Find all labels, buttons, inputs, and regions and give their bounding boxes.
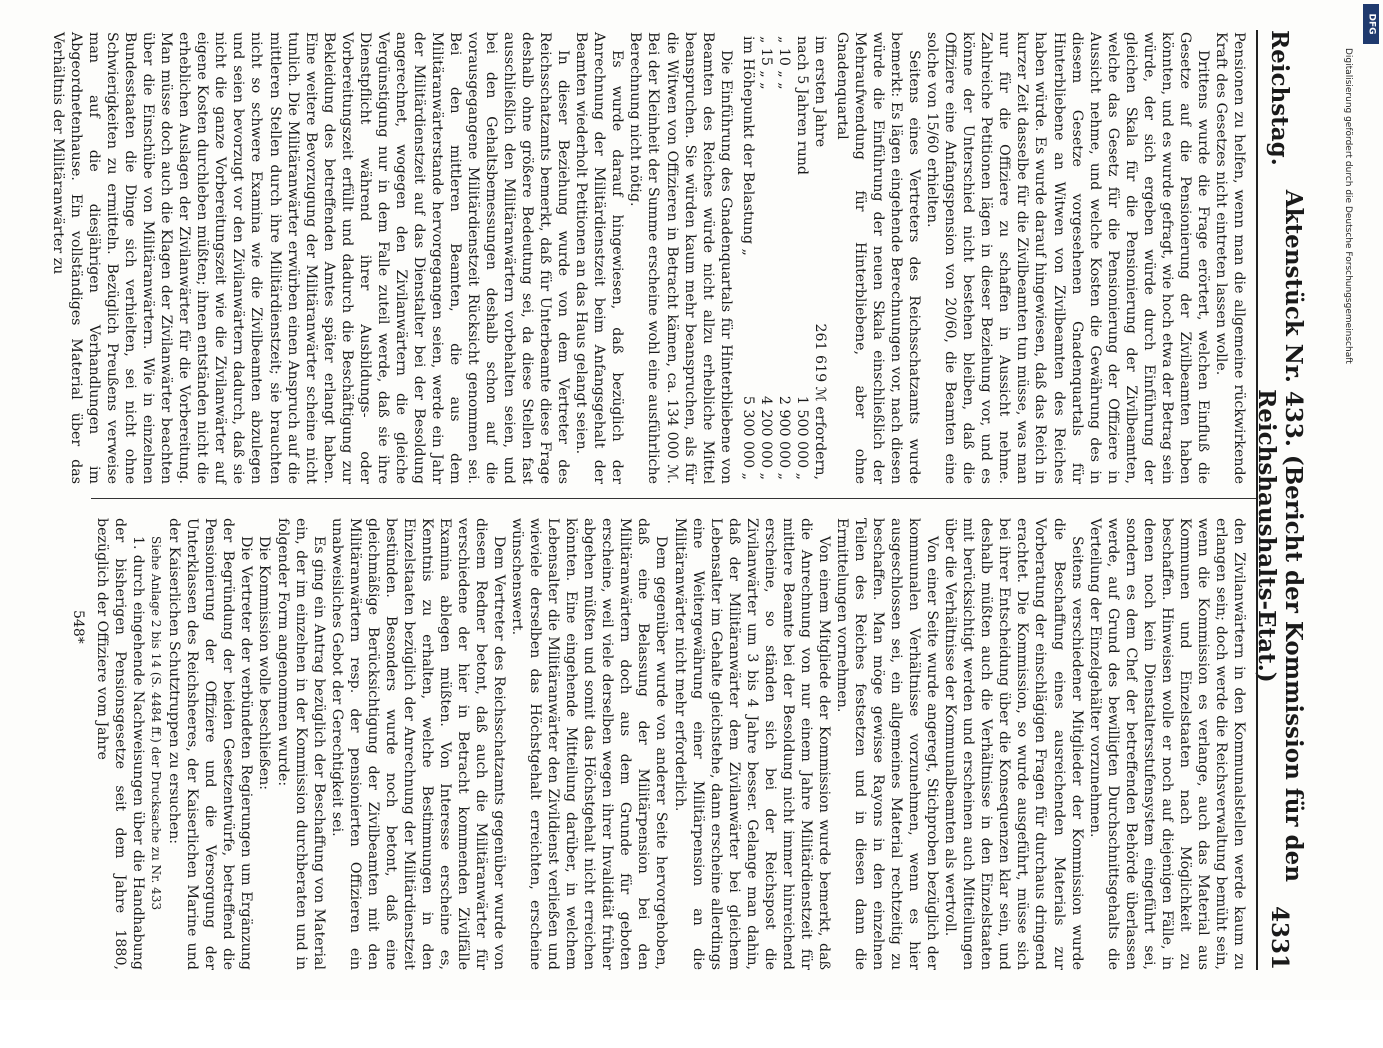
table-row <box>757 32 775 484</box>
paragraph: In dieser Beziehung wurde von dem Vertreter des Reichsschatzamts bemerkt, daß für Unterbeamte diese Frage deshalb ohne größere Bedeutung sei, da diese Stellen fast ausschließlich den Militäranwärtern vorbehalten seien, und bei den Gehaltsbemessungen deshalb schon auf die vorausgegangene Militärdienstzeit Rücksicht genommen sei. Bei den mittleren Beamten, die aus dem Militäranwärterstande hervorgegangen seien, werde ein Jahr der Militärdienstzeit auf das Dienstalter bei der Besoldung angerechnet, wogegen den Zivilanwärtern die gleiche Vergünstigung nur in dem Falle zuteil werde, daß sie ihre Dienstpflicht während ihrer Ausbildungs- oder Vorbereitungszeit erfüllt und dadurch die Beschäftigung zur Bekleidung des betreffenden Amtes später erlangt haben. Eine weitere Bevorzugung der Militäranwärter scheine nicht tunlich. Die Militäranwärter erwürben einen Anspruch auf die mittleren Stellen durch ihre Militärdienstzeit; sie brauchten nicht so schwere Examina wie die Zivilbeamten abzulegen und seien bevorzugt vor den Zivilanwärtern dadurch, daß sie nicht die ganze Vorbereitungszeit wie die Zivilanwärter auf eigene Kosten durchleben müßten; ihnen entständen nicht die erheblichen Auslagen der Zivilanwärter für die Vorbereitung. Man müsse doch auch die Klagen der Zivilanwärter beachten über die Einschübe von Militäranwärtern. Wie in einzelnen Bundesstaaten die Dinge sich verhielten, sei nicht ohne Schwierigkeiten zu ermitteln. Bezüglich Preußens verweise man auf die diesjährigen Verhandlungen im Abgeordnetenhause. Ein vollständiges Material über das Verhältnis der Militäranwärter zu <box>49 32 572 484</box>
paragraph: den Zivilanwärtern in den Kommunalstellen werde kaum zu erlangen sein; doch werde die Reichsverwaltung bemüht sein, wenn die Kommission es verlange, auch das Material aus Kommunen und Einzelstaaten nach Möglichkeit zu beschaffen. Hinweisen wolle er noch auf diejenigen Fälle, in denen noch kein Dienstaltersstufensystem eingeführt sei, sondern es dem Chef der betreffenden Behörde überlassen werde, auf Grund des bewilligten Durchschnittsgehalts die Verteilung der Einzelgehälter vorzunehmen. <box>1086 518 1247 970</box>
signature-mark: 548* <box>70 610 86 644</box>
table-label: „ 15 „ „ <box>757 36 774 90</box>
paragraph: Es ging ein Antrag bezüglich der Beschaffung von Material ein, der im einzelnen in der Kommission durchberaten und in folgender Form angenommen wurde: <box>274 518 327 970</box>
table-value: 5 300 000 „ <box>739 395 756 480</box>
table-row <box>739 32 757 484</box>
table-value: 4 200 000 „ <box>757 395 774 480</box>
table-row <box>775 32 793 484</box>
list-item: 1. durch eingehende Nachweisungen über die Handhabung der bisherigen Pensionsgesetze seit dem Jahre 1880, bezüglich der Offiziere vom Jahre <box>94 518 147 970</box>
header-title: Aktenstück Nr. 433. (Bericht der Kommission für den Reichshaushalts-Etat.) <box>1253 189 1307 882</box>
paragraph: Dem gegenüber wurde von anderer Seite hervorgehoben, daß eine Belassung der Militärpension bei den Militäranwärtern doch aus dem Grunde für geboten erscheine, weil viele derselben wegen ihrer Invalidität früher abgehen müßten und somit das Höchstgehalt nicht erreichen könnten. Eine eingehende Mitteilung darüber, in welchem Lebensalter die Militäranwärter den Zivildienst verließen und wieviele derselben das Höchstgehalt erreichten, erscheine wünschenswert. <box>509 518 670 970</box>
table-value: 1 500 000 „ <box>793 395 810 480</box>
paragraph: Drittens wurde die Frage erörtert, welchen Einfluß die Gesetze auf die Pensionierung der Zivilbeamten haben könnten, und es wurde gefragt, wie hoch etwa der Betrag sein würde, der sich ergeben würde durch Einführung der gleichen Skala für die Pensionierung der Zivilbeamten, welche das Gesetz für die Pensionierung der Offiziere in Aussicht nehme, und welche Kosten die Gewährung des in diesem Gesetze vorgesehenen Gnadenquartals für Hinterbliebene an Witwen von Zivilbeamten des Reiches haben würde. Es wurde darauf hingewiesen, daß das Reich in kurzer Zeit dasselbe für die Zivilbeamten tun müsse, was man nur für die Offiziere zu schaffen in Aussicht nehme. Zahlreiche Petitionen lägen in dieser Beziehung vor, und es könne der Unterschied nicht bestehen bleiben, daß die Offiziere eine Anfangspension von 20/60, die Beamten eine solche von 15/60 erhielten. <box>924 32 1211 484</box>
column-separator <box>91 498 1256 499</box>
paragraph: Von einem Mitgliede der Kommission wurde bemerkt, daß die Anrechnung von nur einem Jahre Militärdienstzeit für mittlere Beamte bei der Besoldung nicht immer hinreichend erscheine, so ständen sich bei der Reichspost die Zivilanwärter um 3 bis 4 Jahre besser. Gelange man dahin, daß der Militäranwärter dem Zivilanwärter bei gleichem Lebensalter im Gehalte gleichstehe, dann erscheine allerdings eine Weitergewährung einer Militärpension an die Militäranwärter nicht mehr erforderlich. <box>671 518 832 970</box>
paragraph: Seitens verschiedener Mitglieder der Kommission wurde die Beschaffung eines ausreichenden Materials zur Vorberatung der einschlägigen Fragen für durchaus dringend erachtet. Die Kommission, so wurde ausgeführt, müsse sich bei ihrer Entscheidung über die Konsequenzen klar sein, und deshalb müßten auch die Verhältnisse in den Einzelstaaten mit berücksichtigt werden und erscheinen auch Mitteilungen über die Verhältnisse der Kommunalbeamten als wertvoll. <box>942 518 1085 970</box>
table-row <box>811 32 829 484</box>
paragraph: Die Einführung des Gnadenquartals für Hinterbliebene von Beamten des Reiches würde nicht allzu erhebliche Mittel beanspruchen. Sie würden kaum mehr beanspruchen, als für die Witwen von Offizieren in Betracht kämen, ca. 134 000 ℳ. Bei der Kleinheit der Summe erscheine wohl eine ausführliche Berechnung nicht nötig. <box>627 32 734 484</box>
dfg-logo-text: DFG <box>1366 13 1377 35</box>
table-value: 261 619 ℳ erfordern, <box>811 323 828 480</box>
header-left: Reichstag. <box>1266 30 1294 166</box>
dfg-logo <box>1363 4 1379 44</box>
paragraph: Dem Vertreter des Reichsschatzamts gegenüber wurde von diesem Redner betont, daß auch die Militäranwärter für verschiedene der hier in Betracht kommenden Zivilfälle Examina ablegen müßten. Von Interesse erscheine es, Kenntnis zu erhalten, welche Bestimmungen in den Einzelstaaten bezüglich der Anrechnung der Militärdienstzeit bestünden. Besonders wurde noch betont, daß eine gleichmäßige Berücksichtigung der Zivilbeamten mit den Militäranwärtern resp. der pensionierten Offizieren ein unabweisliches Gebot der Gerechtigkeit sei. <box>328 518 508 970</box>
paragraph: Die Kommission wolle beschließen: <box>256 536 273 791</box>
margin-note: Siehe Anlage 2 bis 14 (S. 4484 ff.) der Drucksache zu Nr. 433 <box>149 536 164 911</box>
right-column <box>94 518 1248 970</box>
header-rule <box>1256 30 1258 970</box>
table-row <box>793 32 811 484</box>
paragraph: Seitens eines Vertreters des Reichsschatzamts wurde bemerkt: Es lägen eingehende Berechnungen vor, nach diesen würde die Einführung der neuen Skala einschließlich der Mehraufwendung für Hinterbliebene, aber ohne Gnadenquartal <box>833 32 923 484</box>
cost-table <box>739 32 829 484</box>
table-label: im Höhepunkt der Belastung „ <box>739 36 756 256</box>
running-header <box>1253 30 1307 970</box>
paragraph: Die Vertreter der verbündeten Regierungen um Ergänzung der Begründung der beiden Gesetzentwürfe, betreffend die Pensionierung der Offiziere und die Versorgung der Unterklassen des Reichsheeres, der Kaiserlichen Marine und der Kaiserlichen Schutztruppen zu ersuchen: <box>166 518 255 970</box>
table-label: nach 5 Jahren rund <box>793 36 810 175</box>
dfg-notice: Digitalisierung gefördert durch die Deutsche Forschungsgemeinschaft <box>1343 48 1353 364</box>
page-number: 4331 <box>1266 905 1294 970</box>
rotated-sheet <box>32 10 1322 990</box>
table-label: im ersten Jahre <box>811 36 828 148</box>
table-value: 2 900 000 „ <box>775 395 792 480</box>
paragraph: Von einer Seite wurde angeregt, Stichproben bezüglich der kommunalen Verhältnisse vorzunehmen, wenn es hier ausgeschlossen sei, ein allgemeines Material rechtzeitig zu beschaffen. Man möge gewisse Rayons in den einzelnen Teilen des Reiches festsetzen und in diesen dann die Ermittelungen vornehmen. <box>833 518 941 970</box>
table-label: „ 10 „ „ <box>775 36 792 90</box>
paragraph: Pensionen zu helfen, wenn man die allgemeine rückwirkende Kraft des Gesetzes nicht eintreten lassen wolle. <box>1212 32 1247 484</box>
left-column <box>49 32 1248 484</box>
paragraph: Es wurde darauf hingewiesen, daß bezüglich der Anrechnung der Militärdienstzeit beim Anfangsgehalt der Beamten wiederholt Petitionen an das Haus gelangt seien. <box>573 32 626 484</box>
